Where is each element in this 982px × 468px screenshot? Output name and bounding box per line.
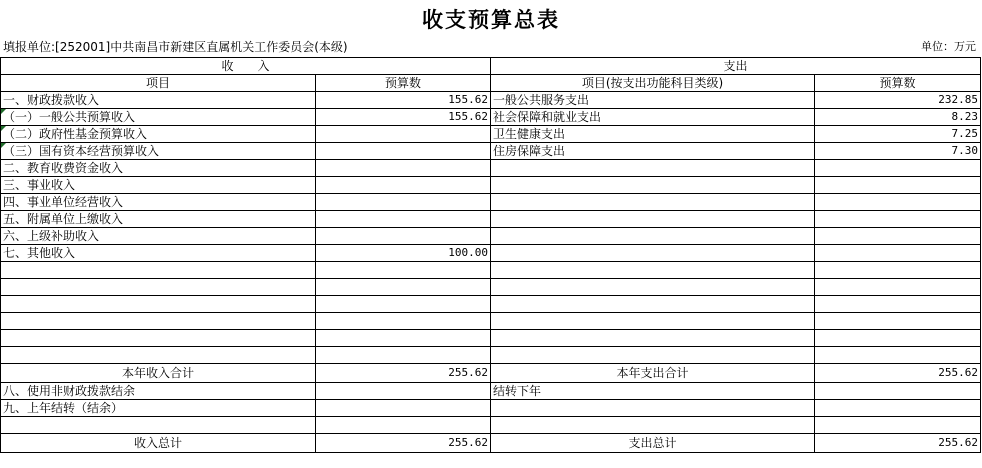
income-total-value: 255.62 — [316, 434, 491, 453]
blank-row — [1, 417, 981, 434]
expense-value — [815, 160, 981, 177]
expense-label: 结转下年 — [491, 383, 815, 400]
budget-table — [0, 57, 981, 453]
income-value — [316, 126, 491, 143]
table-row — [1, 228, 981, 245]
income-section-header: 收 入 — [1, 58, 491, 75]
income-label: 八、使用非财政拨款结余 — [1, 383, 316, 400]
expense-value: 7.30 — [815, 143, 981, 160]
expense-subtotal-label: 本年支出合计 — [491, 364, 815, 383]
table-row — [1, 143, 981, 160]
income-label: 一、财政拨款收入 — [1, 92, 316, 109]
expense-value — [815, 400, 981, 417]
expense-subtotal-value: 255.62 — [815, 364, 981, 383]
expense-label: 社会保障和就业支出 — [491, 109, 815, 126]
header-row-columns — [1, 75, 981, 92]
grand-total-row — [1, 434, 981, 453]
expense-value: 8.23 — [815, 109, 981, 126]
blank-row — [1, 347, 981, 364]
income-label: （一）一般公共预算收入 — [1, 109, 316, 126]
expense-value — [815, 383, 981, 400]
income-item-header: 项目 — [1, 75, 316, 92]
expense-label — [491, 160, 815, 177]
income-value — [316, 400, 491, 417]
expense-value: 232.85 — [815, 92, 981, 109]
income-label: 七、其他收入 — [1, 245, 316, 262]
expense-label — [491, 228, 815, 245]
unit-of-measure: 单位：万元 — [921, 40, 976, 53]
page-title: 收支预算总表 — [422, 7, 560, 32]
expense-value — [815, 177, 981, 194]
income-value — [316, 383, 491, 400]
table-row — [1, 245, 981, 262]
subtotal-row — [1, 364, 981, 383]
table-row — [1, 194, 981, 211]
income-label: 二、教育收费资金收入 — [1, 160, 316, 177]
expense-section-header: 支出 — [491, 58, 981, 75]
income-value: 155.62 — [316, 109, 491, 126]
blank-row — [1, 330, 981, 347]
table-row — [1, 109, 981, 126]
expense-label — [491, 177, 815, 194]
blank-row — [1, 279, 981, 296]
table-row — [1, 383, 981, 400]
table-row — [1, 400, 981, 417]
income-label: 六、上级补助收入 — [1, 228, 316, 245]
expense-total-label: 支出总计 — [491, 434, 815, 453]
expense-value — [815, 194, 981, 211]
expense-item-header: 项目(按支出功能科目类级) — [491, 75, 815, 92]
expense-label — [491, 194, 815, 211]
income-value: 100.00 — [316, 245, 491, 262]
expense-label: 一般公共服务支出 — [491, 92, 815, 109]
expense-budget-header: 预算数 — [815, 75, 981, 92]
income-value — [316, 211, 491, 228]
expense-value — [815, 211, 981, 228]
table-row — [1, 160, 981, 177]
income-label: 三、事业收入 — [1, 177, 316, 194]
expense-label — [491, 211, 815, 228]
expense-label: 住房保障支出 — [491, 143, 815, 160]
income-value — [316, 228, 491, 245]
income-value — [316, 177, 491, 194]
table-row — [1, 211, 981, 228]
expense-total-value: 255.62 — [815, 434, 981, 453]
expense-label — [491, 400, 815, 417]
income-value — [316, 160, 491, 177]
income-label: 五、附属单位上缴收入 — [1, 211, 316, 228]
income-total-label: 收入总计 — [1, 434, 316, 453]
blank-row — [1, 262, 981, 279]
table-row — [1, 92, 981, 109]
income-budget-header: 预算数 — [316, 75, 491, 92]
income-label: 九、上年结转（结余） — [1, 400, 316, 417]
income-subtotal-value: 255.62 — [316, 364, 491, 383]
expense-label — [491, 245, 815, 262]
expense-value: 7.25 — [815, 126, 981, 143]
income-value — [316, 194, 491, 211]
expense-label: 卫生健康支出 — [491, 126, 815, 143]
income-label: （三）国有资本经营预算收入 — [1, 143, 316, 160]
blank-row — [1, 313, 981, 330]
blank-row — [1, 296, 981, 313]
income-subtotal-label: 本年收入合计 — [1, 364, 316, 383]
filing-unit: 填报单位:[252001]中共南昌市新建区直属机关工作委员会(本级) — [3, 40, 348, 54]
income-value: 155.62 — [316, 92, 491, 109]
table-row — [1, 177, 981, 194]
header-row-sections — [1, 58, 981, 75]
expense-value — [815, 228, 981, 245]
table-row — [1, 126, 981, 143]
income-label: （二）政府性基金预算收入 — [1, 126, 316, 143]
income-value — [316, 143, 491, 160]
expense-value — [815, 245, 981, 262]
income-label: 四、事业单位经营收入 — [1, 194, 316, 211]
